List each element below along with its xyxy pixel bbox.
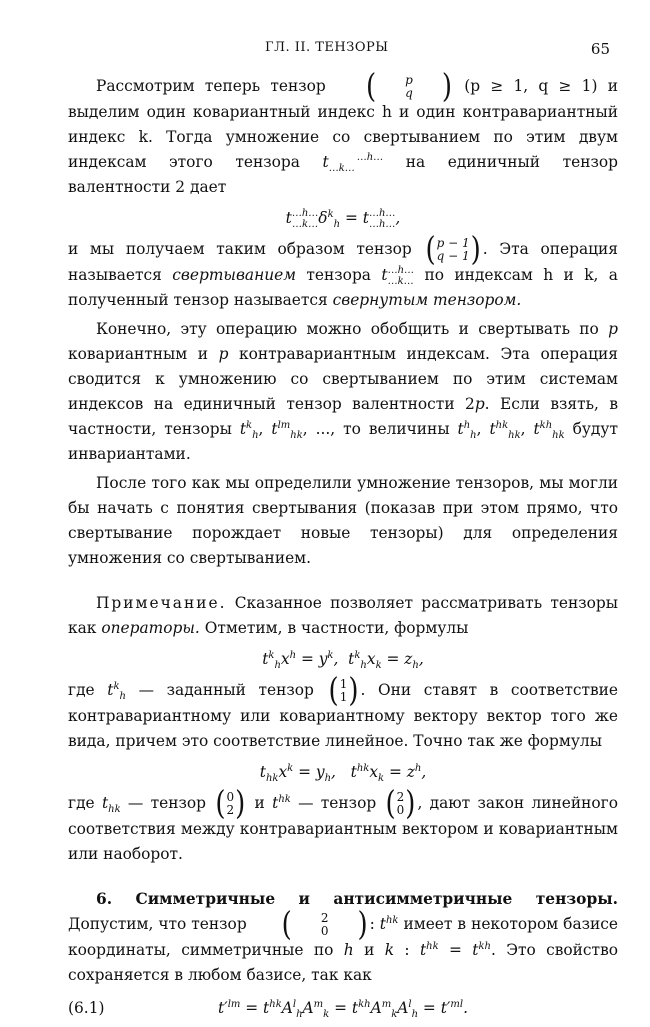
paragraph-2: и мы получаем таким образом тензор ( p − 1 q − 1 ) . Эта операция называется свертыванием тензора t…h… …k… по индексам h и k, а полученный тензор называется свернутым тензором. [68,231,618,309]
chapter-title: ГЛ. II. ТЕНЗОРЫ [265,40,389,55]
binomial-2-0: ( 2 0 ) [385,785,416,823]
equation-6-1: (6.1) $t'^{lm} = t^{hk}A^l_hA^m_k = t^{kh}A^m_kA^l_h = t'^{ml}$. [68,996,618,1021]
binomial-p1-q1: ( p − 1 q − 1 ) [425,231,481,269]
tensor-symbol: t …h… …k… [322,152,384,174]
binomial-2-0-b: ( 2 0 ) [281,906,368,944]
paragraph-5: где $t^k_h$ — заданный тензор ( 1 1 ) . Они ставят в соответствие контравариантному или ковариантному вектору вектор того же вида, причем это соответствие линейное. Точно так же формулы [68,672,618,750]
section-title: 6. Симметричные и антисимметричные тензоры. [96,890,618,908]
term-svertyvanie: свертыванием [172,266,296,284]
note-label: Примечание. [96,594,227,612]
equation-1: t…h… $\dots k\dots\delta^k_h$ = t…h… …h…, [285,208,401,231]
term-svernutyi: свернутым тензором. [332,291,522,309]
equation-number: (6.1) [68,999,105,1017]
equation-2: $t^k_hx^h = y^k$, $t^k_hx_k = z_h$, [262,649,424,672]
paragraph-4: После того как мы определили умножение тензоров, мы могли бы начать с понятия свертывания (показав при этом прямо, что свертывание порождает новые тензоры) для определения умножения со свертыванием. [68,474,618,567]
paragraph-3: Конечно, эту операцию можно обобщить и свертывать по p ковариантным и p контравариантным индексам. Эта операция сводится к умножению со свертыванием по этим системам индексов на единичный тензор валентности 2p. Если взять, в частности, тензоры $t^k_h$, $t^{lm}_{hk}$, ..., то величины $t^h_h$, $t^{hk}_{hk}$, $t^{kh}_{hk}$ будут инвариантами. [68,320,618,463]
page-number: 65 [590,40,610,58]
binomial-1-1: ( 1 1 ) [328,672,359,710]
section-6-paragraph: 6. Симметричные и антисимметричные тензоры. Допустим, что тензор ( 2 0 ) : $t^{hk}$ имеет в некотором базисе координаты, симметричные по h и k : $t^{hk} = t^{kh}$. Это свойство сохраняется в любом базисе, так как [68,890,618,984]
running-header [0,40,650,60]
paragraph-1: Рассмотрим теперь тензор ( p q ) (p ≥ 1, q ≥ 1) и выделим один ковариантный индекс h и один контравариантный индекс k. Тогда умножение со свертыванием по этим двум индексам этого тензора t …h… …k… на единичный тензор валентности 2 дает [68,68,618,196]
note-paragraph: Примечание. Сказанное позволяет рассматривать тензоры как операторы. Отметим, в частности, формулы [68,594,618,637]
binomial-0-2: ( 0 2 ) [215,785,246,823]
text-body [68,68,619,1027]
binomial-p-q: ( p q ) [365,68,452,106]
equation-3: $t_{hk}x^k = y_h$, $t^{hk}x_k = z^h$, [259,762,427,785]
paragraph-6: где $t_{hk}$ — тензор ( 0 2 ) и $t^{hk}$ — тензор ( 2 0 ) , дают закон линейного соответствия между контравариантным вектором и ковариантным или наоборот. [68,785,619,863]
